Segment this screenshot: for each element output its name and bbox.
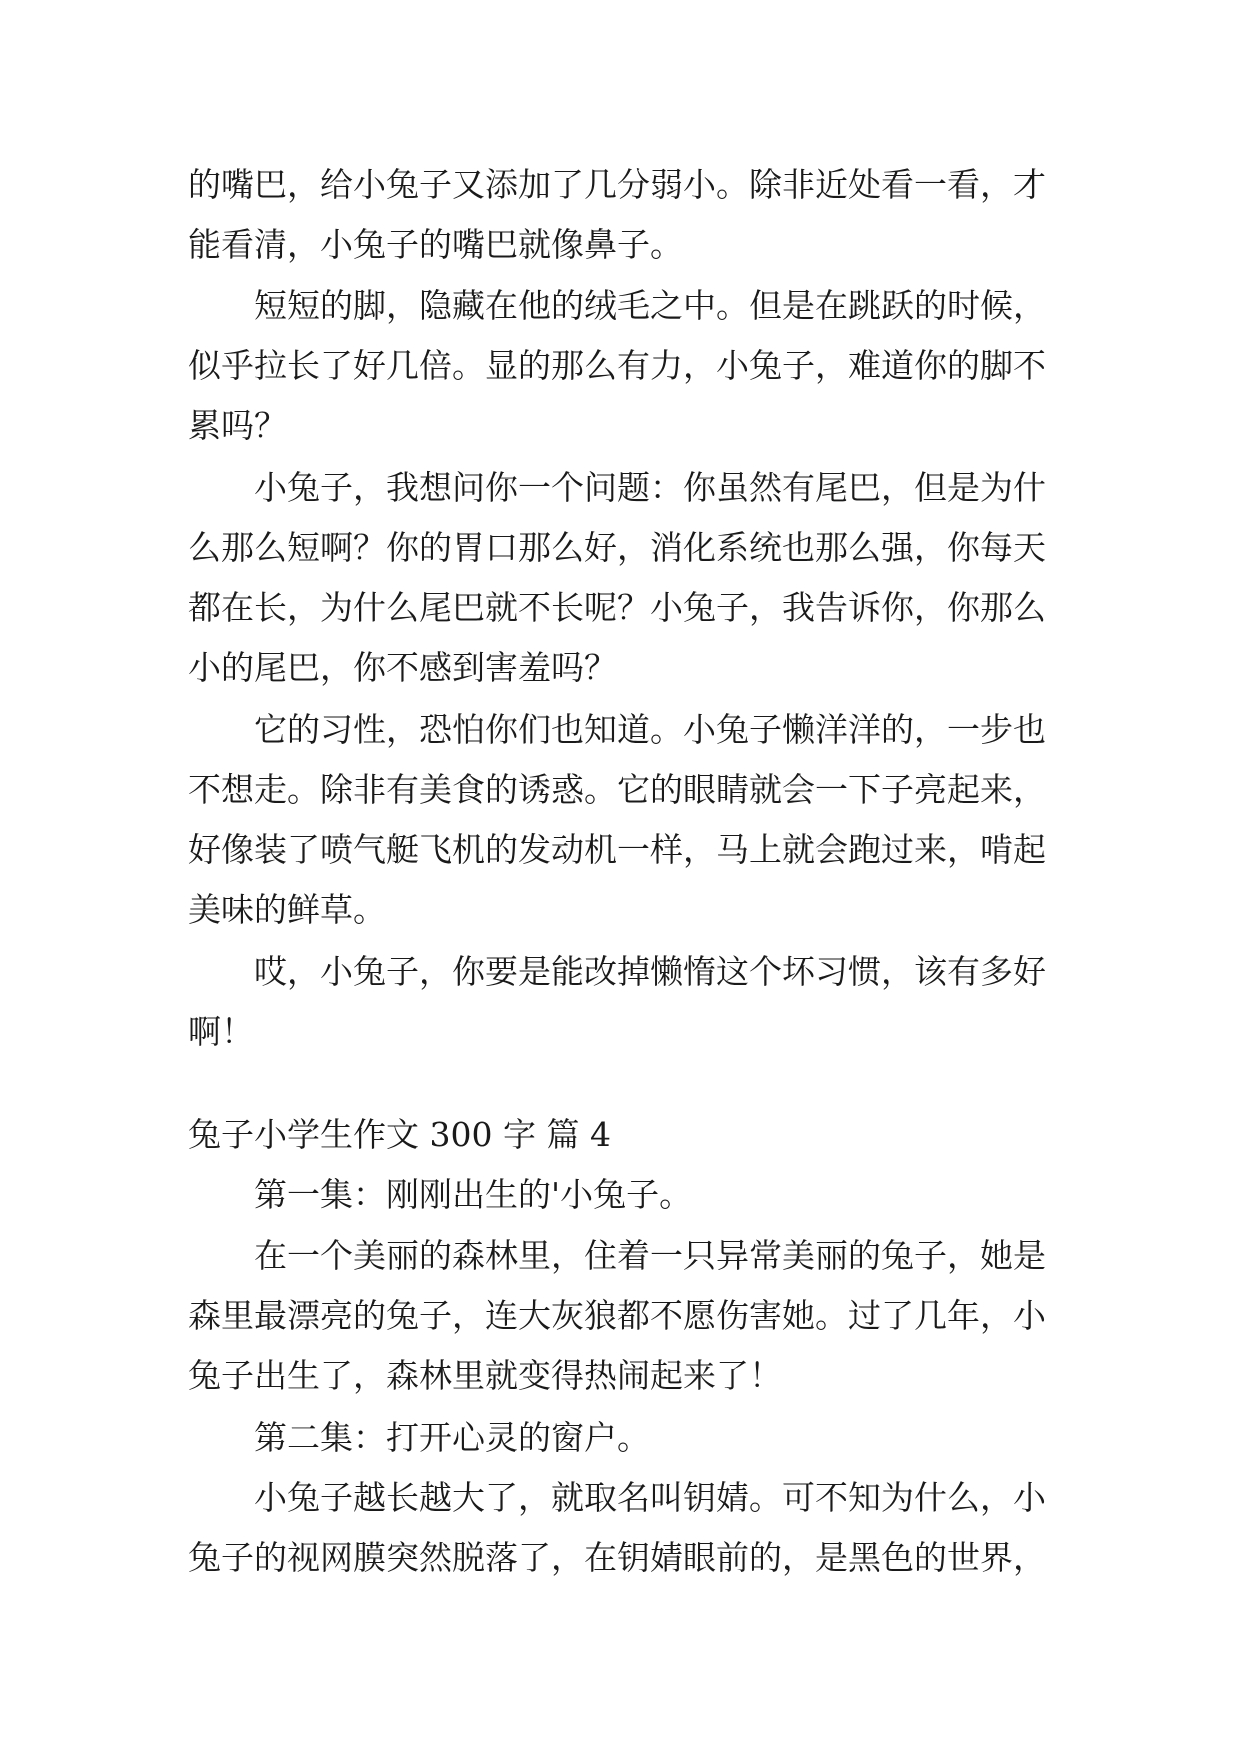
text-line: 么那么短啊？你的胃口那么好，消化系统也那么强，你每天 [188, 528, 1046, 567]
text-line: 都在长，为什么尾巴就不长呢？小兔子，我告诉你，你那么 [188, 588, 1046, 627]
text-line: 它的习性，恐怕你们也知道。小兔子懒洋洋的，一步也 [254, 710, 1046, 749]
text-line: 能看清，小兔子的嘴巴就像鼻子。 [188, 225, 683, 264]
text-line: 累吗？ [188, 406, 287, 445]
text-line: 哎，小兔子，你要是能改掉懒惰这个坏习惯，该有多好 [254, 952, 1046, 991]
text-line: 第一集：刚刚出生的'小兔子。 [254, 1175, 693, 1214]
text-line: 小的尾巴，你不感到害羞吗？ [188, 648, 617, 687]
text-line: 在一个美丽的森林里，住着一只异常美丽的兔子，她是 [254, 1236, 1046, 1275]
text-line: 好像装了喷气艇飞机的发动机一样，马上就会跑过来，啃起 [188, 830, 1046, 869]
text-line: 小兔子越长越大了，就取名叫钥婧。可不知为什么，小 [254, 1478, 1046, 1517]
text-line: 不想走。除非有美食的诱惑。它的眼睛就会一下子亮起来， [188, 770, 1046, 809]
text-line: 小兔子，我想问你一个问题：你虽然有尾巴，但是为什 [254, 468, 1046, 507]
text-line: 兔子出生了，森林里就变得热闹起来了！ [188, 1356, 782, 1395]
text-line: 兔子的视网膜突然脱落了，在钥婧眼前的，是黑色的世界， [188, 1538, 1046, 1577]
text-line: 短短的脚，隐藏在他的绒毛之中。但是在跳跃的时候， [254, 286, 1046, 325]
text-line: 第二集：打开心灵的窗户。 [254, 1418, 650, 1457]
section-heading: 兔子小学生作文 300 字 篇 4 [188, 1115, 611, 1154]
text-line: 的嘴巴，给小兔子又添加了几分弱小。除非近处看一看，才 [188, 165, 1046, 204]
text-line: 森里最漂亮的兔子，连大灰狼都不愿伤害她。过了几年，小 [188, 1296, 1046, 1335]
text-line: 美味的鲜草。 [188, 890, 386, 929]
text-line: 啊！ [188, 1012, 254, 1051]
text-line: 似乎拉长了好几倍。显的那么有力，小兔子，难道你的脚不 [188, 346, 1046, 385]
